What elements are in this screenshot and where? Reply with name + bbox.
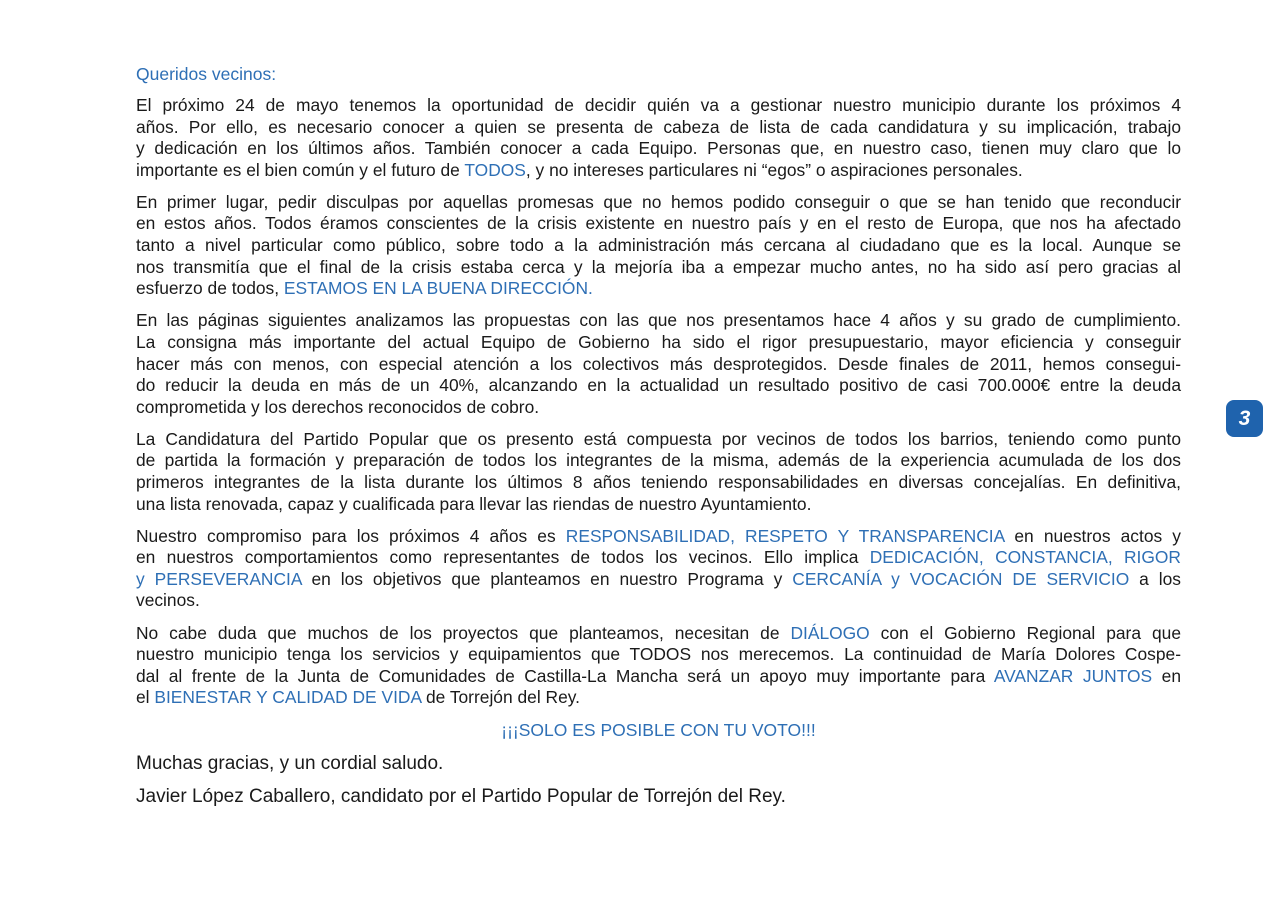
text-line bbox=[136, 257, 1181, 279]
text-segment: No cabe duda que muchos de los proyectos que planteamos, necesitan de bbox=[136, 622, 791, 643]
highlighted-text: y PERSEVERANCIA bbox=[136, 568, 302, 589]
text-segment: en nuestros comportamientos como representantes de todos los vecinos. Ello implica bbox=[136, 547, 870, 568]
text-segment: de Torrejón del Rey. bbox=[421, 687, 580, 708]
text-segment: primeros integrantes de la lista durante los últimos 8 años teniendo responsabilidades en diversas concejalías. En definitiva, bbox=[136, 472, 1181, 492]
text-segment: , y no intereses particulares ni “egos” o aspiraciones personales. bbox=[525, 159, 1023, 180]
text-line bbox=[136, 472, 1181, 494]
text-line bbox=[136, 547, 1181, 569]
text-line bbox=[136, 332, 1181, 354]
text-segment: hacer más con menos, con especial atención a los colectivos más desprotegidos. Desde finales de 2011, hemos consegui- bbox=[136, 353, 1181, 374]
highlighted-text: DIÁLOGO bbox=[790, 622, 870, 643]
highlighted-text: AVANZAR JUNTOS bbox=[993, 665, 1153, 686]
text-line bbox=[136, 494, 1181, 516]
text-segment: en estos años. Todos éramos conscientes de la crisis existente en nuestro país y en el resto de Europa, que nos ha afectado bbox=[136, 213, 1181, 234]
paragraph bbox=[136, 623, 1181, 709]
highlighted-text: RESPONSABILIDAD, RESPETO Y TRANSPARENCIA bbox=[565, 525, 1005, 546]
text-line bbox=[136, 450, 1181, 472]
closing: Muchas gracias, y un cordial saludo. bbox=[136, 753, 444, 775]
text-segment: do reducir la deuda en más de un 40%, alcanzando en la actualidad un resultado positivo de casi 700.000€ entre la deuda bbox=[136, 375, 1181, 396]
text-segment: vecinos. bbox=[136, 590, 200, 611]
text-segment: comprometida y los derechos reconocidos de cobro. bbox=[136, 396, 540, 417]
text-line bbox=[136, 644, 1181, 666]
text-segment: La Candidatura del Partido Popular que os presento está compuesta por vecinos de todos los barrios, teniendo como punto bbox=[136, 428, 1181, 449]
text-segment: en los objetivos que planteamos en nuestro Programa y bbox=[301, 568, 793, 589]
text-segment: en bbox=[1152, 665, 1181, 686]
text-line bbox=[136, 569, 1181, 591]
text-segment: importante es el bien común y el futuro de bbox=[136, 159, 465, 180]
text-segment: La consigna más importante del actual Equipo de Gobierno ha sido el rigor presupuestario, mayor eficiencia y conseguir bbox=[136, 331, 1181, 352]
highlighted-text: BIENESTAR Y CALIDAD DE VIDA bbox=[154, 687, 422, 708]
highlighted-text: ESTAMOS EN LA BUENA DIRECCIÓN. bbox=[283, 278, 593, 299]
text-line bbox=[136, 526, 1181, 548]
text-line bbox=[136, 354, 1181, 376]
text-line bbox=[136, 429, 1181, 451]
greeting: Queridos vecinos: bbox=[136, 64, 277, 84]
text-line bbox=[136, 192, 1181, 214]
paragraph bbox=[136, 192, 1181, 300]
text-line bbox=[136, 160, 1181, 182]
text-segment: de partida la formación y preparación de todos los integrantes de la misma, además de la experiencia acumulada de los dos bbox=[136, 450, 1181, 471]
text-line bbox=[136, 138, 1181, 160]
text-line bbox=[136, 590, 1181, 612]
text-segment: en nuestros actos y bbox=[1004, 525, 1181, 546]
text-line bbox=[136, 235, 1181, 257]
text-line bbox=[136, 310, 1181, 332]
text-segment: En las páginas siguientes analizamos las propuestas con las que nos presentamos hace 4 años y su grado de cumplimiento. bbox=[136, 310, 1181, 331]
text-segment: nos transmitía que el final de la crisis estaba cerca y la mejoría iba a empezar mucho antes, no ha sido así pero gracias al bbox=[136, 256, 1181, 277]
highlighted-text: CERCANÍA y VOCACIÓN DE SERVICIO bbox=[792, 568, 1130, 589]
text-segment: y dedicación en los últimos años. También conocer a cada Equipo. Personas que, en nuestro caso, tienen muy claro que lo bbox=[136, 138, 1181, 159]
text-segment: esfuerzo de todos, bbox=[136, 278, 284, 299]
text-segment: El próximo 24 de mayo tenemos la oportunidad de decidir quién va a gestionar nuestro municipio durante los próximos 4 bbox=[136, 95, 1181, 115]
text-line bbox=[136, 687, 1181, 709]
text-line bbox=[136, 623, 1181, 645]
text-line bbox=[136, 117, 1181, 139]
text-line bbox=[136, 213, 1181, 235]
text-line bbox=[136, 397, 1181, 419]
text-segment: el bbox=[136, 687, 155, 708]
text-segment: años. Por ello, es necesario conocer a quien se presenta de cabeza de lista de cada candidatura y su implicación, trabajo bbox=[136, 116, 1181, 137]
highlighted-text: DEDICACIÓN, CONSTANCIA, RIGOR bbox=[869, 547, 1181, 568]
text-line bbox=[136, 95, 1181, 117]
paragraph bbox=[136, 429, 1181, 515]
paragraph bbox=[136, 95, 1181, 181]
text-line bbox=[136, 375, 1181, 397]
slogan: ¡¡¡SOLO ES POSIBLE CON TU VOTO!!! bbox=[501, 720, 816, 741]
text-segment: nuestro municipio tenga los servicios y equipamientos que TODOS nos merecemos. La continuidad de María Dolores Cospe- bbox=[136, 644, 1181, 665]
text-segment: En primer lugar, pedir disculpas por aquellas promesas que no hemos podido conseguir o que se han tenido que reconducir bbox=[136, 191, 1181, 212]
page-number-badge: 3 bbox=[1226, 400, 1263, 437]
text-segment: a los bbox=[1129, 568, 1182, 589]
text-segment: con el Gobierno Regional para que bbox=[869, 622, 1181, 643]
text-line bbox=[136, 278, 1181, 300]
paragraph bbox=[136, 526, 1181, 612]
text-segment: una lista renovada, capaz y cualificada para llevar las riendas de nuestro Ayuntamiento. bbox=[136, 493, 812, 514]
letter-body bbox=[136, 95, 1181, 709]
text-segment: tanto a nivel particular como público, sobre todo a la administración más cercana al ciudadano que es la local. Aunque se bbox=[136, 235, 1181, 256]
paragraph bbox=[136, 310, 1181, 418]
text-segment: Nuestro compromiso para los próximos 4 años es bbox=[136, 525, 566, 546]
highlighted-text: TODOS bbox=[464, 159, 526, 180]
text-line bbox=[136, 666, 1181, 688]
letter bbox=[136, 63, 1181, 819]
signature: Javier López Caballero, candidato por el Partido Popular de Torrejón del Rey. bbox=[136, 786, 786, 808]
text-segment: dal al frente de la Junta de Comunidades de Castilla-La Mancha será un apoyo muy importante para bbox=[136, 665, 994, 686]
